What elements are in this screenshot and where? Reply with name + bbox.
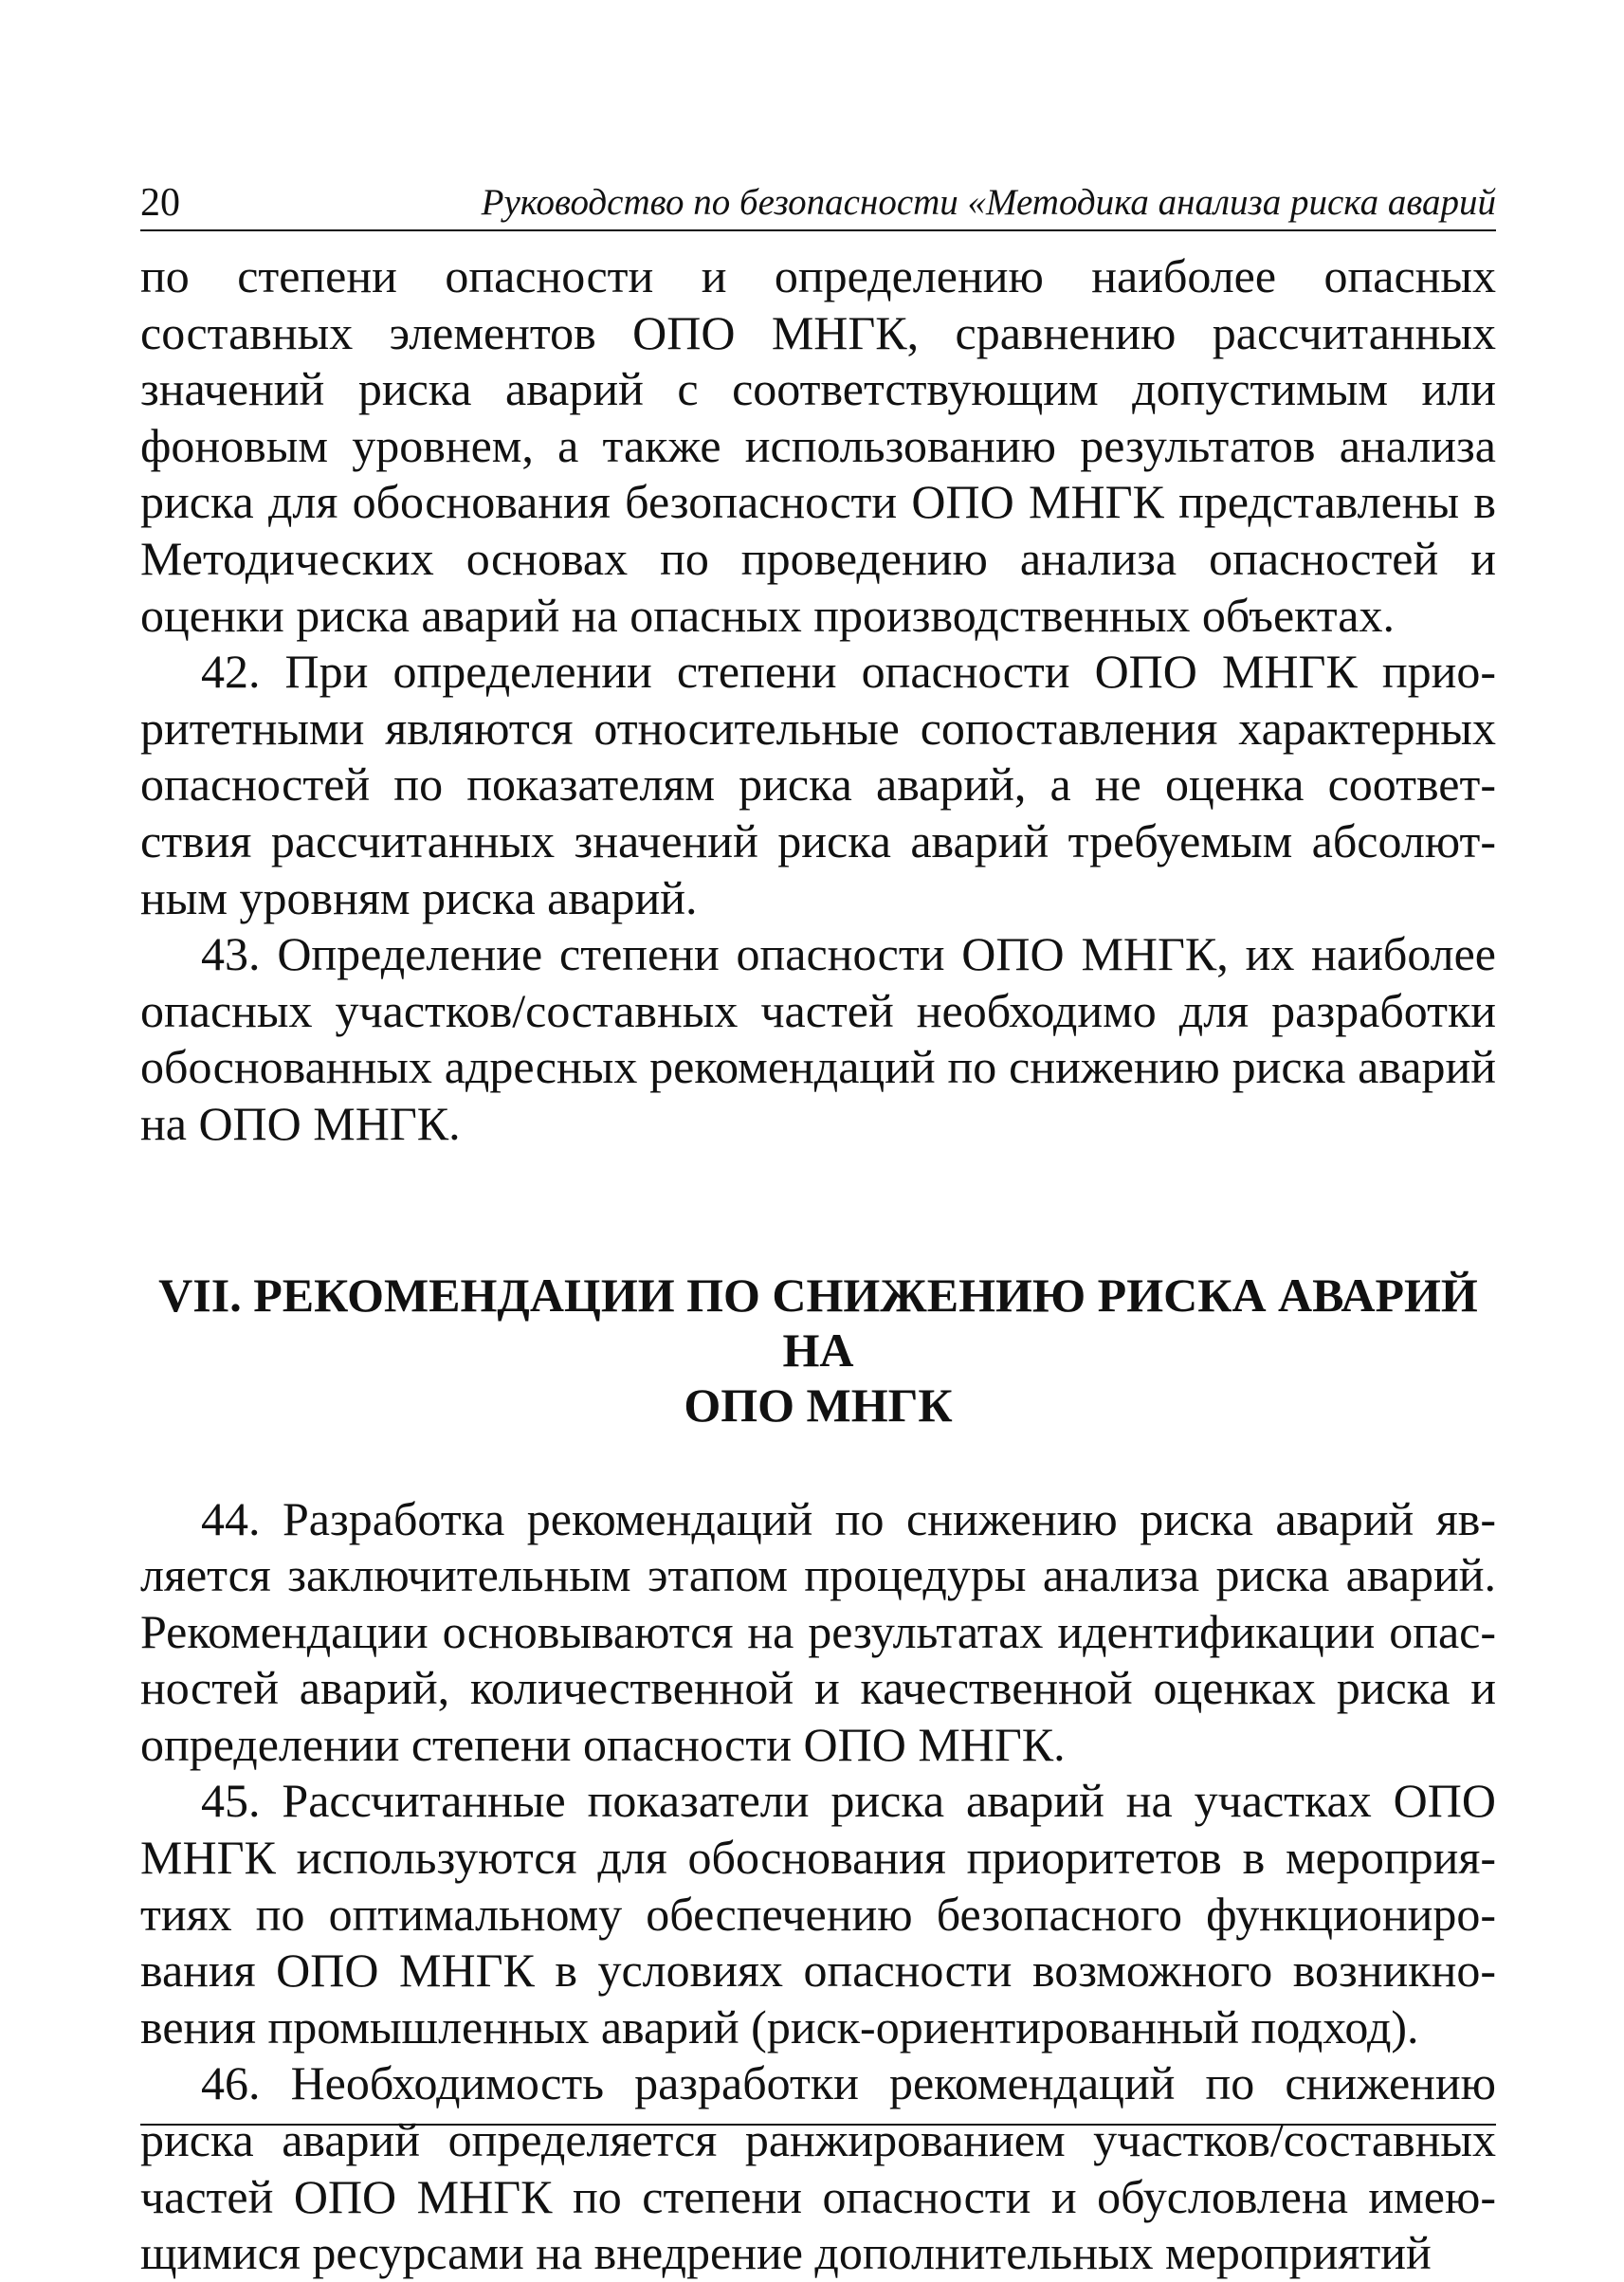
running-title: Руководство по безопасности «Методика анализа риска аварий — [481, 182, 1496, 223]
page-number: 20 — [140, 181, 180, 225]
paragraph-43: 43. Определение степени опасности ОПО МНГК, их наиболее опасных участков/составных частей необходимо для разработки обоснованных адресных рекомендаций по снижению риска аварий на ОПО МНГК. — [140, 927, 1496, 1150]
paragraph-42: 42. При определении степени опасности ОПО МНГК приоритетными являются относительные сопоставления характерных опасностей по показателям риска аварий, а не оценка соответствия рассчитанных значений риска аварий требуемым абсолютным уровням риска аварий. — [140, 645, 1496, 924]
section-heading — [140, 1268, 1496, 1433]
paragraph-45: 45. Рассчитанные показатели риска аварий на участках ОПО МНГК используются для обоснования приоритетов в мероприятиях по оптимальному обеспечению безопасного функционирования ОПО МНГК в условиях опасности возможного возникновения промышленных аварий (риск-ориентированный подход). — [140, 1774, 1496, 2054]
paragraph-44: 44. Разработка рекомендаций по снижению риска аварий является заключительным этапом процедуры анализа риска аварий. Рекомендации основываются на результатах идентификации опасностей аварий, количественной и качественной оценках риска и определении степени опасности ОПО МНГК. — [140, 1491, 1496, 1771]
section-heading-line-1: VII. РЕКОМЕНДАЦИИ ПО СНИЖЕНИЮ РИСКА АВАРИЙ НА — [158, 1268, 1478, 1377]
paragraph-46: 46. Необходимость разработки рекомендаций по снижению риска аварий определяется ранжированием участков/составных частей ОПО МНГК по степени опасности и обусловлена имеющимися ресурсами на внедрение дополнительных мероприятий — [140, 2056, 1496, 2280]
paragraph-continuation: по степени опасности и определению наиболее опасных составных элементов ОПО МНГК, сравнению рассчитанных значений риска аварий с соответствующим допустимым или фоновым уровнем, а также использованию результатов анализа риска для обоснования безопасности ОПО МНГК представлены в Методических основах по проведению анализа опасностей и оценки риска аварий на опасных производственных объектах. — [140, 249, 1496, 642]
section-heading-line-2: ОПО МНГК — [684, 1378, 953, 1432]
body-text — [140, 248, 1496, 2282]
document-page — [140, 180, 1496, 2282]
footer-rule — [140, 2124, 1496, 2126]
running-header — [140, 180, 1496, 231]
